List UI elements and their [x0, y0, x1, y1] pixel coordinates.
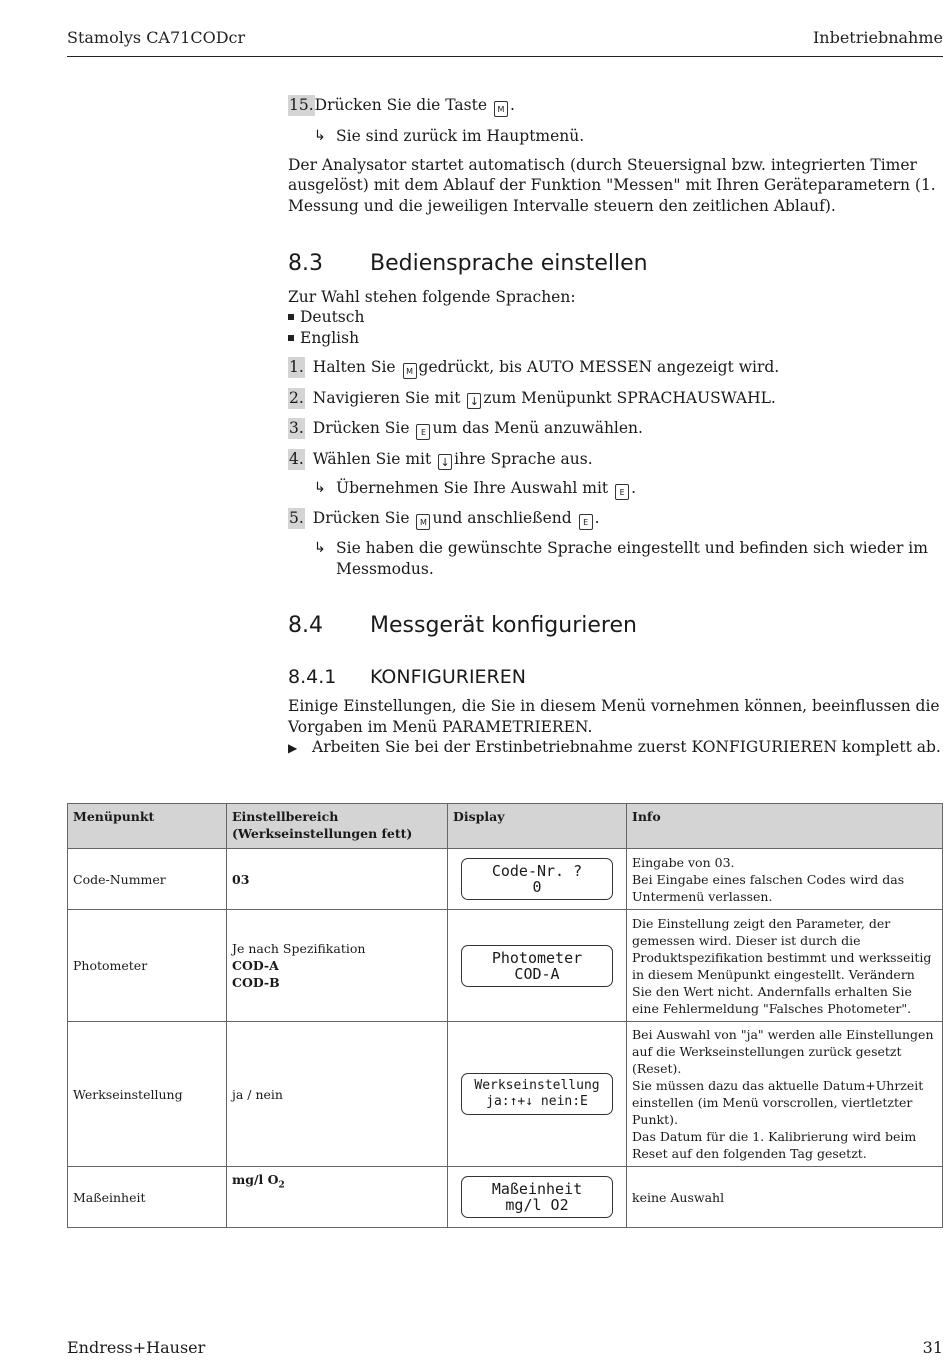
- down-key-icon: ↓: [467, 393, 481, 409]
- section-8-3: [288, 251, 943, 579]
- step-number: 15.: [289, 96, 314, 114]
- e-key-icon: E: [615, 484, 629, 500]
- lcd-display: Maßeinheit mg/l O2: [461, 1176, 613, 1218]
- lcd-display: Werkseinstellung ja:↑+↓ nein:E: [461, 1073, 613, 1115]
- display-cell: [448, 849, 627, 910]
- col-header-info: Info: [627, 804, 943, 849]
- running-header-chapter: Inbetriebnahme: [812, 28, 943, 47]
- footer-brand: Endress+Hauser: [67, 1338, 206, 1357]
- config-table: [67, 803, 943, 1228]
- triangle-bullet-icon: ▶: [288, 741, 298, 755]
- table-header-row: [68, 804, 943, 849]
- result-step-4: ↳ Übernehmen Sie Ihre Auswahl mit E .: [288, 478, 943, 500]
- table-row: [68, 1167, 943, 1228]
- table-row: [68, 849, 943, 910]
- menu-cell: Code-Nummer: [68, 849, 227, 910]
- info-cell: Die Einstellung zeigt den Parameter, der gemessen wird. Dieser ist durch die Produktspezifikation bestimmt und werksseitig in diesem Menüpunkt eingestellt. Verändern Sie den Wert nicht. Andernfalls erhalten Sie eine Fehlermeldung "Falsches Photometer".: [627, 910, 943, 1022]
- m-key-icon: M: [494, 101, 508, 117]
- header-rule: [67, 56, 943, 57]
- e-key-icon: E: [416, 424, 430, 440]
- table-row: [68, 910, 943, 1022]
- display-cell: [448, 910, 627, 1022]
- info-cell: Bei Auswahl von "ja" werden alle Einstellungen auf die Werkseinstellungen zurück gesetzt (Reset). Sie müssen dazu das aktuelle Datum+Uhrzeit einstellen (im Menü vorscrollen, viertletzter Punkt). Das Datum für die 1. Kalibrierung wird beim Reset auf den folgenden Tag gesetzt.: [627, 1022, 943, 1167]
- step-1: 1. Halten Sie M gedrückt, bis AUTO MESSEN angezeigt wird.: [288, 357, 943, 379]
- col-header-range: Einstellbereich (Werkseinstellungen fett): [227, 804, 448, 849]
- col-header-menu: Menüpunkt: [68, 804, 227, 849]
- step-3: 3. Drücken Sie E um das Menü anzuwählen.: [288, 418, 943, 440]
- intro-paragraph: Der Analysator startet automatisch (durch Steuersignal bzw. integrierten Timer ausgelöst) mit dem Ablauf der Funktion "Messen" mit Ihren Geräteparametern (1. Messung und die jeweiligen Intervalle steuern den zeitlichen Ablauf).: [288, 155, 936, 215]
- m-key-icon: M: [416, 514, 430, 530]
- running-header-title: Stamolys CA71CODcr: [67, 28, 246, 47]
- step-2: 2. Navigieren Sie mit ↓ zum Menüpunkt SPRACHAUSWAHL.: [289, 389, 776, 408]
- menu-cell: Werkseinstellung: [68, 1022, 227, 1167]
- intro-block: [288, 95, 943, 216]
- result-arrow-icon: ↳: [314, 128, 326, 144]
- e-key-icon: E: [579, 514, 593, 530]
- result-step-15: ↳ Sie sind zurück im Hauptmenü.: [314, 127, 585, 145]
- result-step-5: ↳ Sie haben die gewünschte Sprache eingestellt und befinden sich wieder im Messmodus.: [314, 539, 928, 578]
- col-header-display: Display: [448, 804, 627, 849]
- result-arrow-icon: ↳: [314, 540, 326, 556]
- range-cell: Je nach Spezifikation COD-A COD-B: [227, 910, 448, 1022]
- language-lead: Zur Wahl stehen folgende Sprachen:: [288, 287, 576, 306]
- menu-cell: Maßeinheit: [68, 1167, 227, 1228]
- lcd-display: Code-Nr. ? 0: [461, 858, 613, 900]
- menu-cell: Photometer: [68, 910, 227, 1022]
- range-cell: mg/l $O_2$: [227, 1167, 448, 1228]
- range-cell: 03: [227, 849, 448, 910]
- display-cell: [448, 1022, 627, 1167]
- section-8-4: [288, 613, 943, 759]
- table-row: [68, 1022, 943, 1167]
- range-cell: ja / nein: [227, 1022, 448, 1167]
- konfig-paragraph: Einige Einstellungen, die Sie in diesem Menü vornehmen können, beeinflussen die Vorgaben im Menü PARAMETRIEREN.: [288, 697, 940, 736]
- language-item-deutsch: Deutsch: [288, 307, 943, 328]
- page-number: 31: [922, 1338, 943, 1357]
- section-heading-8-3: 8.3 Bediensprache einstellen: [288, 251, 648, 276]
- subsection-heading-8-4-1: 8.4.1 KONFIGURIEREN: [288, 665, 526, 688]
- step-15: [288, 95, 943, 117]
- step-text: Drücken Sie die Taste M .: [315, 95, 515, 117]
- lcd-display: Photometer COD-A: [461, 945, 613, 987]
- m-key-icon: M: [403, 363, 417, 379]
- section-heading-8-4: 8.4 Messgerät konfigurieren: [288, 613, 637, 638]
- step-5: 5. Drücken Sie M und anschließend E .: [288, 508, 943, 530]
- result-arrow-icon: ↳: [314, 480, 326, 496]
- info-cell: keine Auswahl: [627, 1167, 943, 1228]
- step-4: 4. Wählen Sie mit ↓ ihre Sprache aus.: [289, 450, 593, 469]
- language-item-english: English: [288, 328, 943, 349]
- down-key-icon: ↓: [438, 454, 452, 470]
- display-cell: [448, 1167, 627, 1228]
- info-cell: Eingabe von 03. Bei Eingabe eines falschen Codes wird das Untermenü verlassen.: [627, 849, 943, 910]
- konfig-instruction: ▶ Arbeiten Sie bei der Erstinbetriebnahme zuerst KONFIGURIEREN komplett ab.: [288, 737, 943, 759]
